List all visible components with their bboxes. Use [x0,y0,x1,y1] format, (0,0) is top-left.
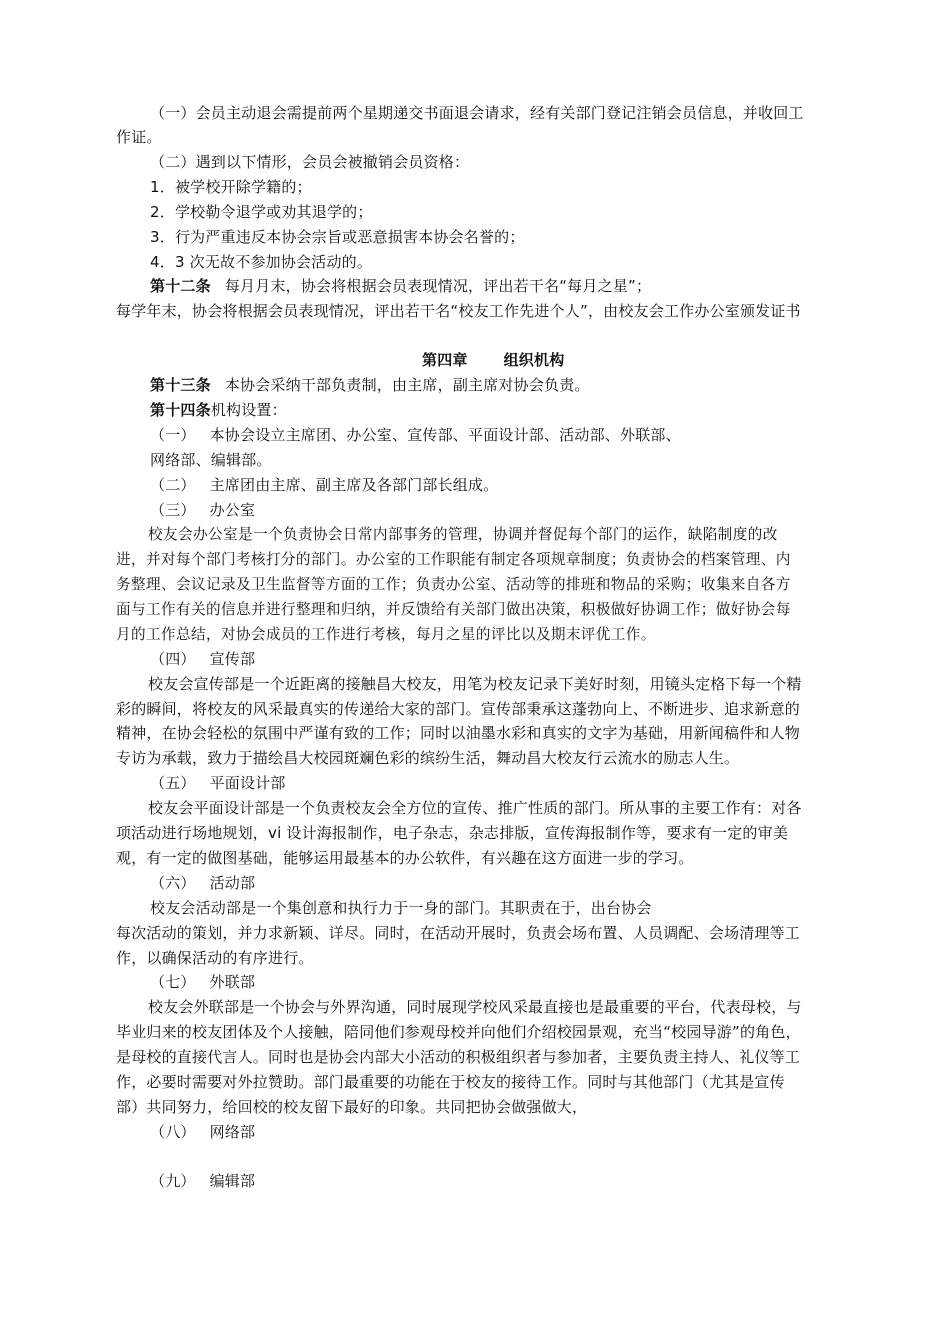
paragraph-line: 月的工作总结，对协会成员的工作进行考核，每月之星的评比以及期末评优工作。 [116,626,656,643]
item-number: （六） [150,874,196,892]
item-text: 办公室 [209,501,256,519]
item-number: （四） [150,650,196,668]
text-line: 网络部、编辑部。 [150,451,272,469]
article-text: 本协会采纳干部负责制，由主席，副主席对协会负责。 [224,376,590,394]
article-text: 每月月末，协会将根据会员表现情况，评出若干名“每月之星”； [224,277,652,295]
item-number: （二） [150,476,196,494]
paragraph-line: 毕业归来的校友团体及个人接触，陪同他们参观母校并向他们介绍校园景观，充当“校园导游”的角色， [116,1023,801,1041]
item-number: （一） [150,426,196,444]
paragraph-line: 每次活动的策划，并力求新颖、详尽。同时，在活动开展时，负责会场布置、人员调配、会场清理等工 [116,924,801,942]
item-text: 主席团由主席、副主席及各部门部长组成。 [209,476,499,494]
paragraph-line: 项活动进行场地规划，vi 设计海报制作，电子杂志，杂志排版，宣传海报制作等，要求有一定的审美 [116,824,789,842]
list-item: 1．被学校开除学籍的； [150,178,312,196]
item-number: （五） [150,774,196,792]
org-item [150,473,498,497]
section-heading [150,498,255,522]
org-item [150,423,681,447]
paragraph-line: 是母校的直接代言人。同时也是协会内部大小活动的积极组织者与参加者，主要负责主持人、礼仪等工 [116,1048,801,1066]
paragraph-line: 进，并对每个部门考核打分的部门。办公室的工作职能有制定各项规章制度；负责协会的档案管理、内 [116,551,791,568]
item-number: （九） [150,1172,196,1190]
paragraph-line: 校友会办公室是一个负责协会日常内部事务的管理，协调并督促每个部门的运作，缺陷制度的改 [148,526,778,543]
list-item: 4．3 次无故不参加协会活动的。 [150,253,373,271]
section-heading [150,970,255,994]
item-text: 活动部 [209,874,256,892]
text-line: 作证。 [116,128,162,146]
paragraph-line: 精神，在协会轻松的氛围中严谨有致的工作；同时以油墨水彩和真实的文字为基础，用新闻稿件和人物 [116,724,801,742]
article-label: 第十三条 [150,376,211,394]
text-line: 每学年末，协会将根据会员表现情况，评出若干名“校友工作先进个人”，由校友会工作办公室颁发证书 [116,302,801,320]
article-label: 第十二条 [150,277,211,295]
section-heading [150,1120,255,1144]
paragraph-line: 校友会宣传部是一个近距离的接触昌大校友，用笔为校友记录下美好时刻，用镜头定格下每一个精 [148,675,802,693]
paragraph-line: 务整理、会议记录及卫生监督等方面的工作；负责办公室、活动等的排班和物品的采购；收集来自各方 [116,576,791,593]
item-text: 本协会设立主席团、办公室、宣传部、平面设计部、活动部、外联部、 [209,426,681,444]
paragraph-line: 校友会外联部是一个协会与外界沟通，同时展现学校风采最直接也是最重要的平台，代表母校，与 [148,998,802,1016]
item-number: （七） [150,973,196,991]
paragraph-line: 作，必要时需要对外拉赞助。部门最重要的功能在于校友的接待工作。同时与其他部门（尤其是宣传 [116,1073,785,1091]
paragraph-line: 作，以确保活动的有序进行。 [116,949,314,967]
text-line: （二）遇到以下情形，会员会被撤销会员资格： [150,153,470,171]
item-text: 外联部 [209,973,256,991]
article-12 [150,274,651,298]
chapter-heading [422,348,564,372]
item-text: 编辑部 [209,1172,256,1190]
paragraph-line: 校友会活动部是一个集创意和执行力于一身的部门。其职责在于，出台协会 [150,899,652,917]
paragraph-line: 部）共同努力，给回校的校友留下最好的印象。共同把协会做强做大， [116,1098,588,1116]
article-14 [150,398,287,422]
paragraph-line: 校友会平面设计部是一个负责校友会全方位的宣传、推广性质的部门。所从事的主要工作有：对各 [148,799,802,817]
text-line: （一）会员主动退会需提前两个星期递交书面退会请求，经有关部门登记注销会员信息，并收回工 [150,104,804,122]
section-heading [150,771,286,795]
section-heading [150,1169,255,1193]
section-heading [150,871,255,895]
list-item: 3．行为严重违反本协会宗旨或恶意损害本协会名誉的； [150,228,525,246]
article-label: 第十四条 [150,401,211,419]
paragraph-line: 面与工作有关的信息并进行整理和归纳，并反馈给有关部门做出决策，积极做好协调工作；做好协会每 [116,601,791,618]
paragraph-line: 观，有一定的做图基础，能够运用最基本的办公软件，有兴趣在这方面进一步的学习。 [116,849,694,867]
article-13 [150,373,590,397]
chapter-number: 第四章 [422,351,468,369]
chapter-title: 组织机构 [503,351,565,369]
item-text: 网络部 [209,1123,256,1141]
item-number: （八） [150,1123,196,1141]
item-number: （三） [150,501,196,519]
item-text: 宣传部 [209,650,256,668]
item-text: 平面设计部 [209,774,286,792]
article-text: 机构设置： [210,401,287,419]
paragraph-line: 彩的瞬间，将校友的风采最真实的传递给大家的部门。宣传部秉承这蓬勃向上、不断进步、追求新意的 [116,700,801,718]
paragraph-line: 专访为承载，致力于描绘昌大校园斑斓色彩的缤纷生活，舞动昌大校友行云流水的励志人生。 [116,749,740,767]
list-item: 2．学校勒令退学或劝其退学的； [150,203,373,221]
section-heading [150,647,255,671]
